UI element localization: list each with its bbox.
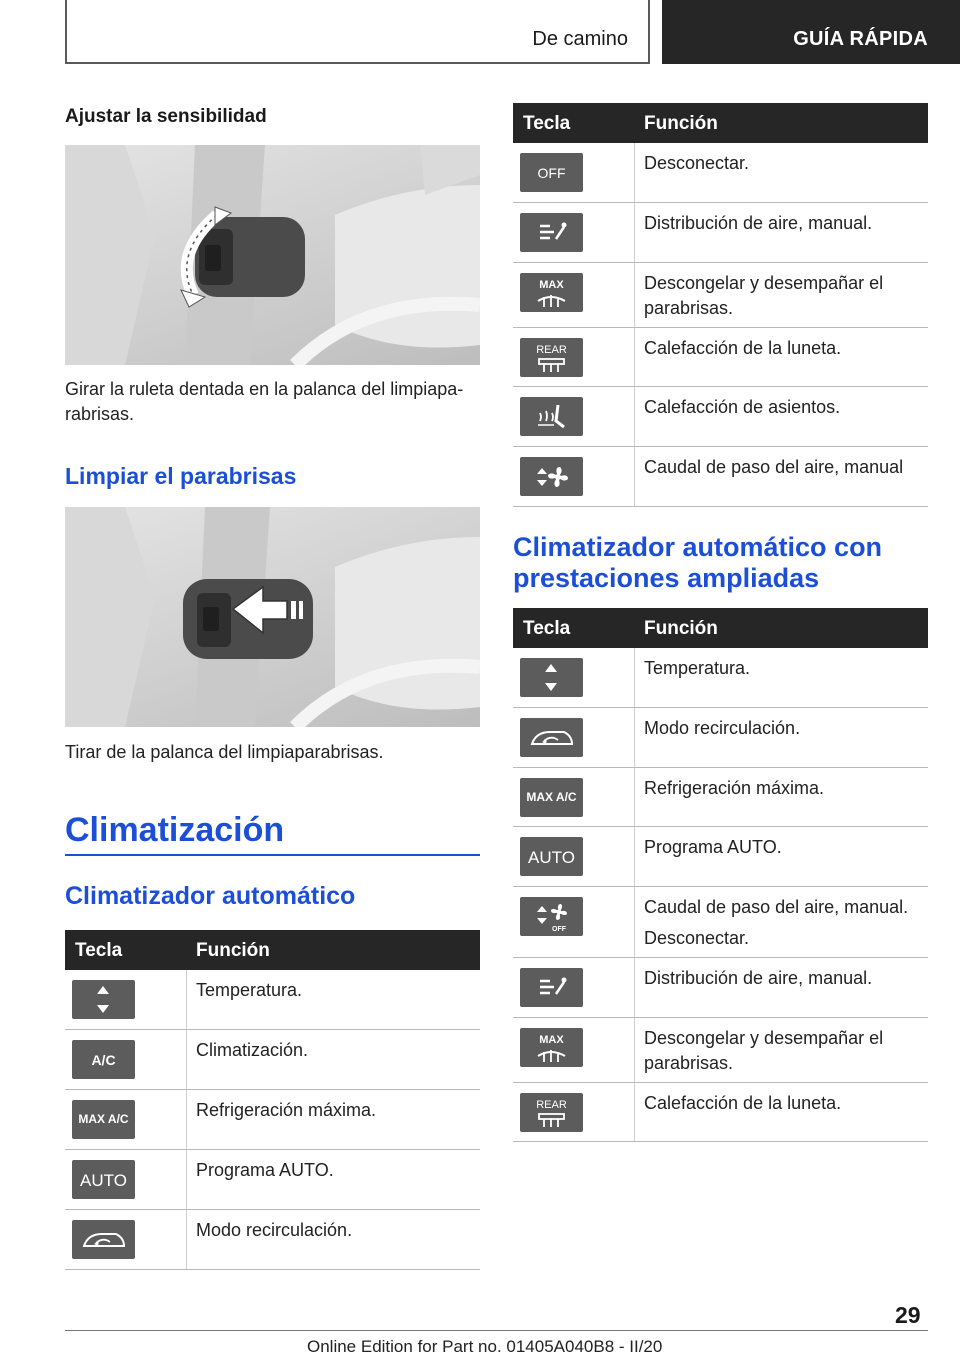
table-row — [65, 1150, 480, 1210]
fan-speed-icon — [520, 457, 583, 496]
rear-defrost-icon — [520, 1093, 583, 1132]
function-text: Calefacción de la luneta. — [644, 338, 842, 358]
recirculation-icon — [72, 1220, 135, 1259]
table-row — [513, 143, 928, 203]
function-text: Programa AUTO. — [196, 1160, 334, 1180]
function-text: Climatización. — [196, 1040, 309, 1060]
max-defrost-icon — [520, 1028, 583, 1067]
table-row — [513, 328, 928, 387]
temp-updown-icon — [520, 658, 583, 697]
function-text: Distribución de aire, manual. — [644, 213, 873, 233]
seat-heating-icon — [520, 397, 583, 436]
table-header-function: Función — [644, 113, 718, 134]
svg-text:REAR: REAR — [536, 344, 567, 356]
function-text: Temperatura. — [196, 980, 303, 1000]
climate-heading: Climatización — [65, 811, 285, 849]
function-text — [644, 895, 926, 951]
max-defrost-icon — [520, 273, 583, 312]
function-text: Desconectar. — [644, 153, 750, 173]
auto-climate-heading: Climatizador automático — [65, 882, 356, 910]
function-text: Modo recirculación. — [644, 718, 801, 738]
table-header — [65, 930, 480, 970]
header-tab-label: GUÍA RÁPIDA — [793, 28, 928, 50]
svg-text:MAX: MAX — [539, 1034, 564, 1046]
function-text: Modo recirculación. — [196, 1220, 353, 1240]
wash-text: Tirar de la palanca del limpiaparabrisas. — [65, 742, 384, 762]
svg-text:MAX: MAX — [539, 279, 564, 291]
table-row — [513, 263, 928, 328]
function-text: Caudal de paso del aire, manual — [644, 457, 904, 477]
svg-text:MAX A/C: MAX A/C — [526, 790, 577, 804]
table-header — [513, 608, 928, 648]
ac-icon — [72, 1040, 135, 1079]
svg-text:REAR: REAR — [536, 1099, 567, 1111]
table-row — [65, 1210, 480, 1270]
table-row — [513, 827, 928, 887]
function-text-line: Desconectar. — [644, 928, 750, 948]
function-text: Distribución de aire, manual. — [644, 968, 873, 988]
air-distribution-icon — [520, 968, 583, 1007]
table-row — [513, 1018, 928, 1083]
header-tab[interactable] — [662, 0, 960, 64]
table-header — [513, 103, 928, 143]
function-text: Descongelar y desempañar el parabrisas. — [644, 273, 884, 318]
extended-climate-table — [513, 608, 928, 1142]
max-ac-icon — [72, 1100, 135, 1139]
table-row — [65, 1030, 480, 1090]
table-row — [513, 768, 928, 827]
footer-rule — [65, 1330, 928, 1331]
table-row — [513, 648, 928, 708]
table-header-function: Función — [196, 940, 270, 961]
climate-heading-rule — [65, 854, 480, 856]
table-header-key: Tecla — [75, 940, 123, 961]
table-row — [513, 387, 928, 447]
footer-edition: Online Edition for Part no. 01405A040B8 - II/20 — [307, 1337, 663, 1356]
extended-climate-heading: Climatizador automático con prestaciones ampliadas — [513, 532, 883, 593]
function-text: Programa AUTO. — [644, 837, 782, 857]
table-header-key: Tecla — [523, 618, 571, 639]
svg-text:AUTO: AUTO — [80, 1171, 127, 1190]
recirculation-icon — [520, 718, 583, 757]
sensitivity-text: Girar la ruleta dentada en la palanca del limpiapa-rabrisas. — [65, 379, 464, 424]
temp-updown-icon — [72, 980, 135, 1019]
table-row — [65, 970, 480, 1030]
wiper-sensitivity-photo — [65, 145, 480, 365]
windshield-wash-photo — [65, 507, 480, 727]
svg-text:OFF: OFF — [552, 926, 566, 933]
table-row — [513, 887, 928, 958]
function-text: Refrigeración máxima. — [644, 778, 825, 798]
svg-text:MAX A/C: MAX A/C — [78, 1112, 129, 1126]
air-distribution-icon — [520, 213, 583, 252]
function-text: Refrigeración máxima. — [196, 1100, 377, 1120]
function-text: Descongelar y desempañar el parabrisas. — [644, 1028, 884, 1073]
page-number: 29 — [895, 1302, 921, 1328]
function-text-line: Caudal de paso del aire, manual. — [644, 897, 909, 917]
table-row — [65, 1090, 480, 1150]
table-row — [513, 1083, 928, 1142]
climate-keys-table — [513, 103, 928, 507]
table-header-key: Tecla — [523, 113, 571, 134]
header-section-box — [65, 0, 650, 64]
sensitivity-title: Ajustar la sensibilidad — [65, 106, 267, 127]
table-row — [513, 958, 928, 1018]
auto-climate-table — [65, 930, 480, 1270]
table-row — [513, 203, 928, 263]
svg-text:A/C: A/C — [91, 1052, 116, 1068]
svg-text:AUTO: AUTO — [528, 848, 575, 867]
header-section-label: De camino — [532, 28, 628, 50]
table-header-function: Función — [644, 618, 718, 639]
table-row — [513, 708, 928, 768]
max-ac-icon — [520, 778, 583, 817]
function-text: Temperatura. — [644, 658, 751, 678]
svg-text:OFF: OFF — [537, 165, 566, 181]
table-row — [513, 447, 928, 507]
rear-defrost-icon — [520, 338, 583, 377]
auto-icon — [520, 837, 583, 876]
function-text: Calefacción de la luneta. — [644, 1093, 842, 1113]
off-icon — [520, 153, 583, 192]
function-text: Calefacción de asientos. — [644, 397, 841, 417]
fan-off-icon — [520, 897, 583, 936]
wash-title: Limpiar el parabrisas — [65, 463, 297, 489]
auto-icon — [72, 1160, 135, 1199]
